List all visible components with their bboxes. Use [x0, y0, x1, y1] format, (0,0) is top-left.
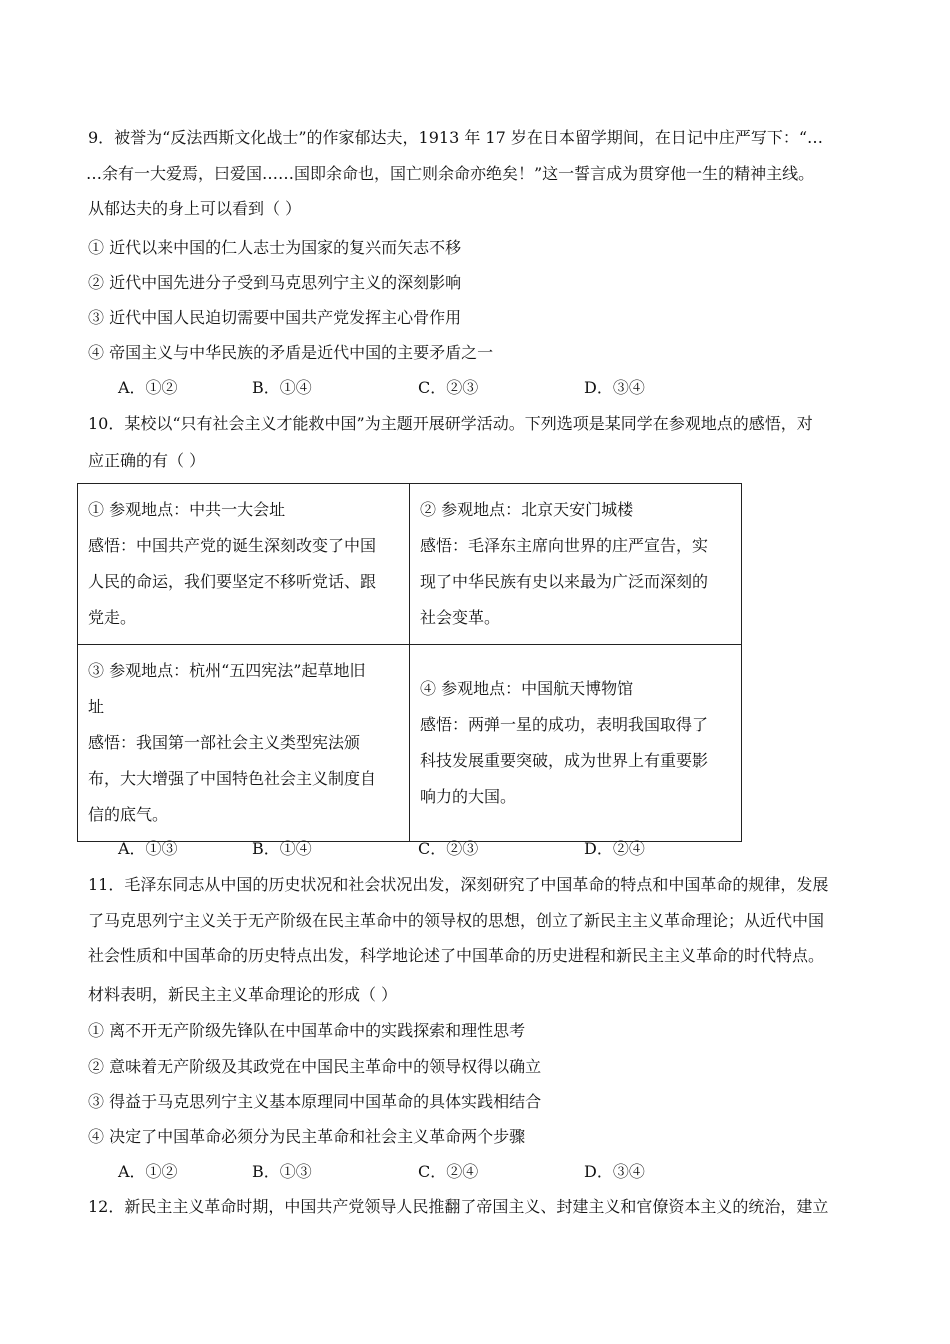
q10-cell-4-line-4: 响力的大国。 [420, 787, 517, 806]
q11-option-b[interactable]: B．①③ [252, 1162, 312, 1181]
q10-cell-1 [78, 484, 410, 645]
q10-cell-3-line-2: 址 [88, 697, 105, 716]
q9-option-d[interactable]: D．③④ [584, 378, 645, 397]
q10-option-d[interactable]: D．②④ [584, 839, 645, 858]
q9-stem-line-2: …余有一大爱焉，曰爱国……国即余命也，国亡则余命亦绝矣！”这一誓言成为贯穿他一生的精神主线。 [86, 164, 815, 183]
q10-cell-1-line-2: 感悟：中国共产党的诞生深刻改变了中国 [88, 536, 377, 555]
q9-stem-line-3: 从郁达夫的身上可以看到（ ） [88, 199, 302, 218]
q10-cell-2 [410, 484, 742, 645]
q9-stem-line-1: 9．被誉为“反法西斯文化战士”的作家郁达夫，1913 年 17 岁在日本留学期间，在日记中庄严写下：“… [88, 128, 824, 147]
q11-option-c[interactable]: C．②④ [418, 1162, 479, 1181]
q11-stem-line-3: 社会性质和中国革命的历史特点出发，科学地论述了中国革命的历史进程和新民主主义革命的时代特点。 [88, 946, 825, 965]
q9-statement-3: ③ 近代中国人民迫切需要中国共产党发挥主心骨作用 [88, 308, 462, 327]
q11-stem-line-2: 了马克思列宁主义关于无产阶级在民主革命中的领导权的思想，创立了新民主主义革命理论；从近代中国 [88, 911, 825, 930]
q11-option-d[interactable]: D．③④ [584, 1162, 645, 1181]
q10-cell-2-line-4: 社会变革。 [420, 608, 501, 627]
q10-cell-4-line-1: ④ 参观地点：中国航天博物馆 [420, 679, 634, 698]
q11-option-a[interactable]: A．①② [118, 1162, 178, 1181]
q9-statement-4: ④ 帝国主义与中华民族的矛盾是近代中国的主要矛盾之一 [88, 343, 494, 362]
q10-cell-2-line-2: 感悟：毛泽东主席向世界的庄严宣告，实 [420, 536, 709, 555]
q12-stem-line-1: 12．新民主主义革命时期，中国共产党领导人民推翻了帝国主义、封建主义和官僚资本主义的统治，建立 [88, 1197, 829, 1216]
q10-stem-line-1: 10．某校以“只有社会主义才能救中国”为主题开展研学活动。下列选项是某同学在参观地点的感悟，对 [88, 414, 813, 433]
q10-option-b[interactable]: B．①④ [252, 839, 312, 858]
q10-cell-2-line-3: 现了中华民族有史以来最为广泛而深刻的 [420, 572, 709, 591]
q10-option-a[interactable]: A．①③ [118, 839, 178, 858]
q10-cell-1-line-3: 人民的命运，我们要坚定不移听党话、跟 [88, 572, 377, 591]
q10-cell-3-line-5: 信的底气。 [88, 805, 169, 824]
q11-statement-2: ② 意味着无产阶级及其政党在中国民主革命中的领导权得以确立 [88, 1057, 542, 1076]
q10-cell-2-line-1: ② 参观地点：北京天安门城楼 [420, 500, 634, 519]
q10-cell-3-line-4: 布，大大增强了中国特色社会主义制度自 [88, 769, 377, 788]
q10-table [77, 483, 742, 842]
q9-statement-2: ② 近代中国先进分子受到马克思列宁主义的深刻影响 [88, 273, 462, 292]
q9-statement-1: ① 近代以来中国的仁人志士为国家的复兴而矢志不移 [88, 238, 462, 257]
q10-cell-3-line-1: ③ 参观地点：杭州“五四宪法”起草地旧 [88, 661, 366, 680]
q11-stem-line-1: 11．毛泽东同志从中国的历史状况和社会状况出发，深刻研究了中国革命的特点和中国革命的规律，发展 [88, 875, 829, 894]
q10-cell-4 [410, 645, 742, 842]
q11-statement-1: ① 离不开无产阶级先锋队在中国革命中的实践探索和理性思考 [88, 1021, 526, 1040]
q10-cell-3 [78, 645, 410, 842]
q10-cell-4-line-3: 科技发展重要突破，成为世界上有重要影 [420, 751, 709, 770]
q10-option-c[interactable]: C．②③ [418, 839, 479, 858]
q9-option-c[interactable]: C．②③ [418, 378, 479, 397]
q9-option-b[interactable]: B．①④ [252, 378, 312, 397]
q10-cell-1-line-1: ① 参观地点：中共一大会址 [88, 500, 286, 519]
q10-stem-line-2: 应正确的有（ ） [88, 451, 206, 470]
q9-option-a[interactable]: A．①② [118, 378, 178, 397]
q10-cell-4-line-2: 感悟：两弹一星的成功，表明我国取得了 [420, 715, 709, 734]
q11-statement-3: ③ 得益于马克思列宁主义基本原理同中国革命的具体实践相结合 [88, 1092, 542, 1111]
q10-cell-1-line-4: 党走。 [88, 608, 137, 627]
q11-statement-4: ④ 决定了中国革命必须分为民主革命和社会主义革命两个步骤 [88, 1127, 526, 1146]
q11-stem-line-4: 材料表明，新民主主义革命理论的形成（ ） [88, 985, 398, 1004]
q10-cell-3-line-3: 感悟：我国第一部社会主义类型宪法颁 [88, 733, 361, 752]
